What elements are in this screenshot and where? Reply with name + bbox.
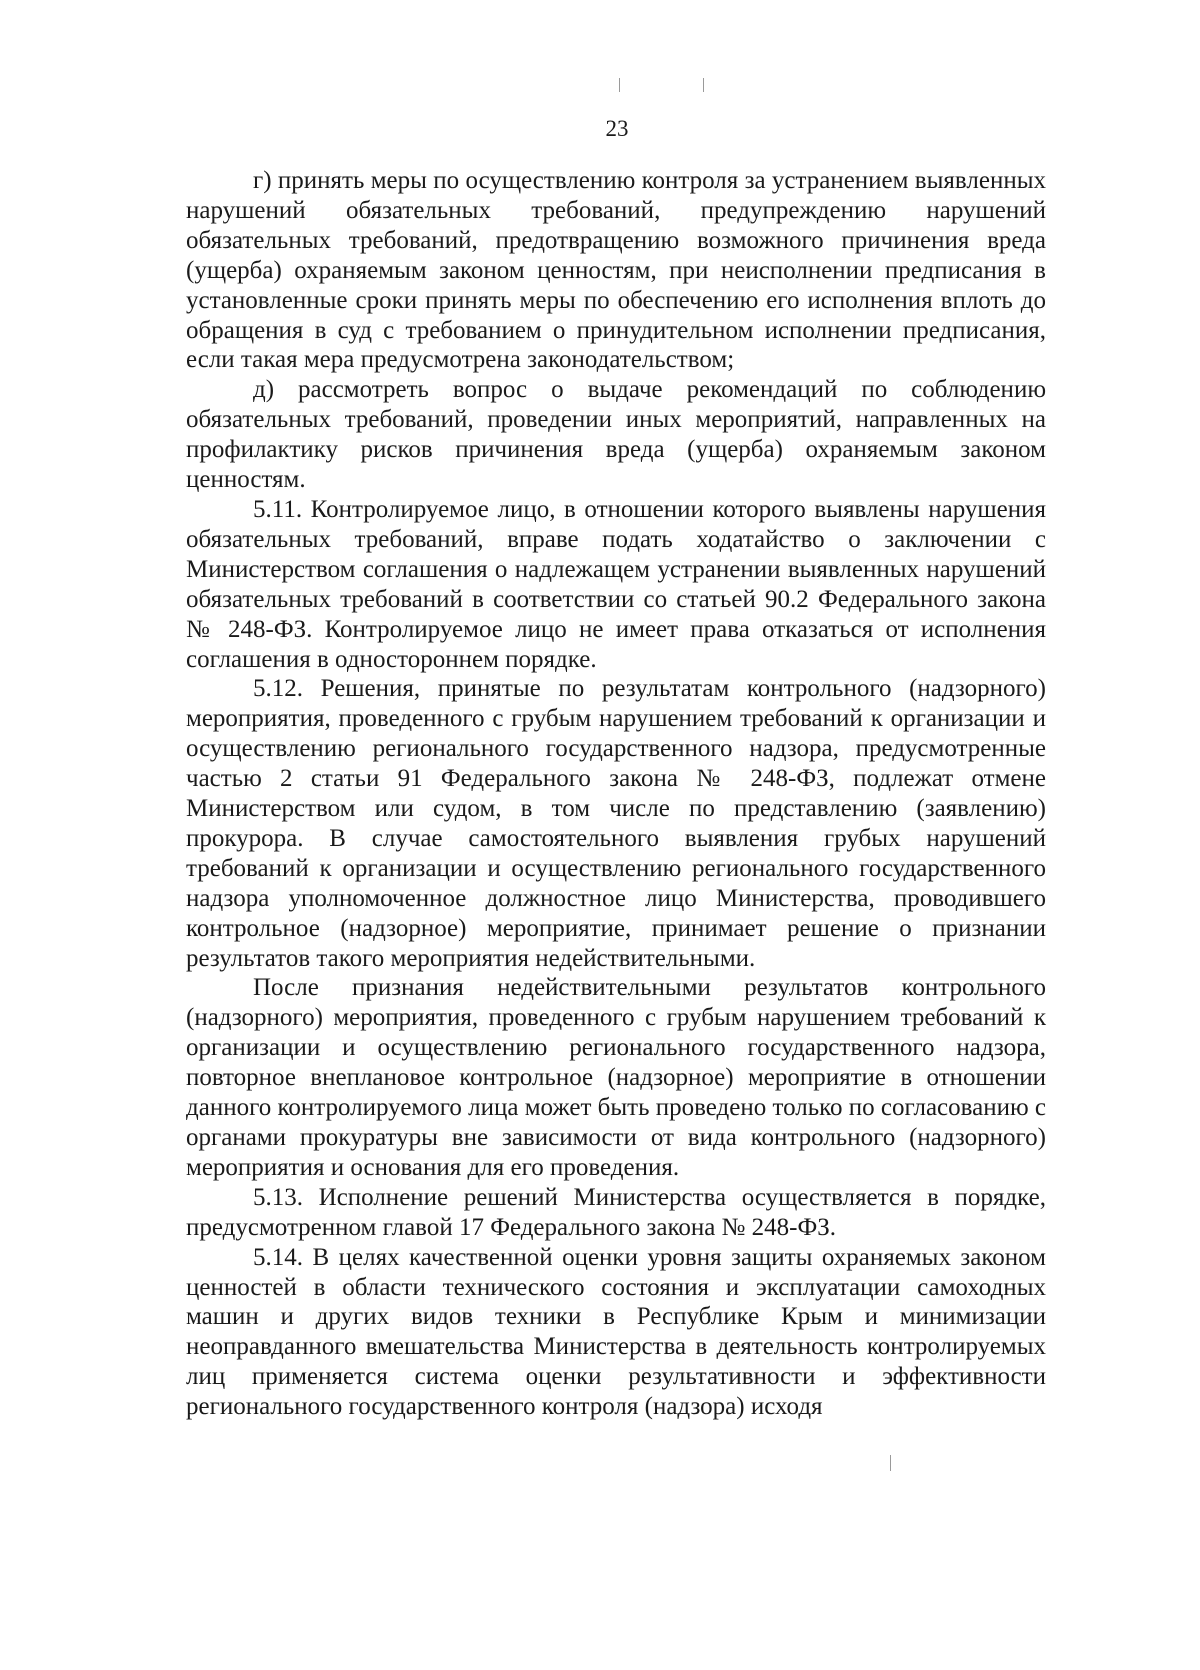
paragraph-5-11: 5.11. Контролируемое лицо, в отношении которого выявлены нарушения обязательных требований, вправе подать ходатайство о заключении с Министерством соглашения о надлежащем устранении выявленных нарушений обязательных требований в соответствии со статьей 90.2 Федерального закона № 248-ФЗ. Контролируемое лицо не имеет права отказаться от исполнения соглашения в одностороннем порядке. — [186, 495, 1046, 673]
paragraph-5-14: 5.14. В целях качественной оценки уровня защиты охраняемых законом ценностей в области технического состояния и эксплуатации самоходных машин и других видов техники в Республике Крым и минимизации неоправданного вмешательства Министерства в деятельность контролируемых лиц применяется система оценки результативности и эффективности регионального государственного контроля (надзора) исходя — [186, 1243, 1046, 1421]
paragraph-5-13: 5.13. Исполнение решений Министерства осуществляется в порядке, предусмотренном главой 17 Федерального закона № 248-ФЗ. — [186, 1183, 1046, 1241]
scan-artifact-mark — [619, 78, 620, 92]
scan-artifact-mark — [703, 78, 704, 92]
page-number: 23 — [605, 116, 629, 141]
paragraph-5-12: 5.12. Решения, принятые по результатам контрольного (надзорного) мероприятия, проведенного с грубым нарушением требований к организации и осуществлению регионального государственного надзора, предусмотренные частью 2 статьи 91 Федерального закона № 248-ФЗ, подлежат отмене Министерством или судом, в том числе по представлению (заявлению) прокурора. В случае самостоятельного выявления грубых нарушений требований к организации и осуществлению регионального государственного надзора уполномоченное должностное лицо Министерства, проводившего контрольное (надзорное) мероприятие, принимает решение о признании результатов такого мероприятия недействительными. — [186, 675, 1046, 972]
document-body — [186, 166, 1046, 1422]
paragraph-subitem-g: г) принять меры по осуществлению контроля за устранением выявленных нарушений обязательных требований, предупреждению нарушений обязательных требований, предотвращению возможного причинения вреда (ущерба) охраняемым законом ценностям, при неисполнении предписания в установленные сроки принять меры по обеспечению его исполнения вплоть до обращения в суд с требованием о принудительном исполнении предписания, если такая мера предусмотрена законодательством; — [186, 167, 1046, 374]
paragraph-after-invalidation: После признания недействительными результатов контрольного (надзорного) мероприятия, проведенного с грубым нарушением требований к организации и осуществлению регионального государственного надзора, повторное внеплановое контрольное (надзорное) мероприятие в отношении данного контролируемого лица может быть проведено только по согласованию с органами прокуратуры вне зависимости от вида контрольного (надзорного) мероприятия и основания для его проведения. — [186, 974, 1046, 1181]
scan-artifact-mark — [890, 1455, 891, 1471]
paragraph-subitem-d: д) рассмотреть вопрос о выдаче рекомендаций по соблюдению обязательных требований, проведении иных мероприятий, направленных на профилактику рисков причинения вреда (ущерба) охраняемым законом ценностям. — [186, 376, 1046, 494]
